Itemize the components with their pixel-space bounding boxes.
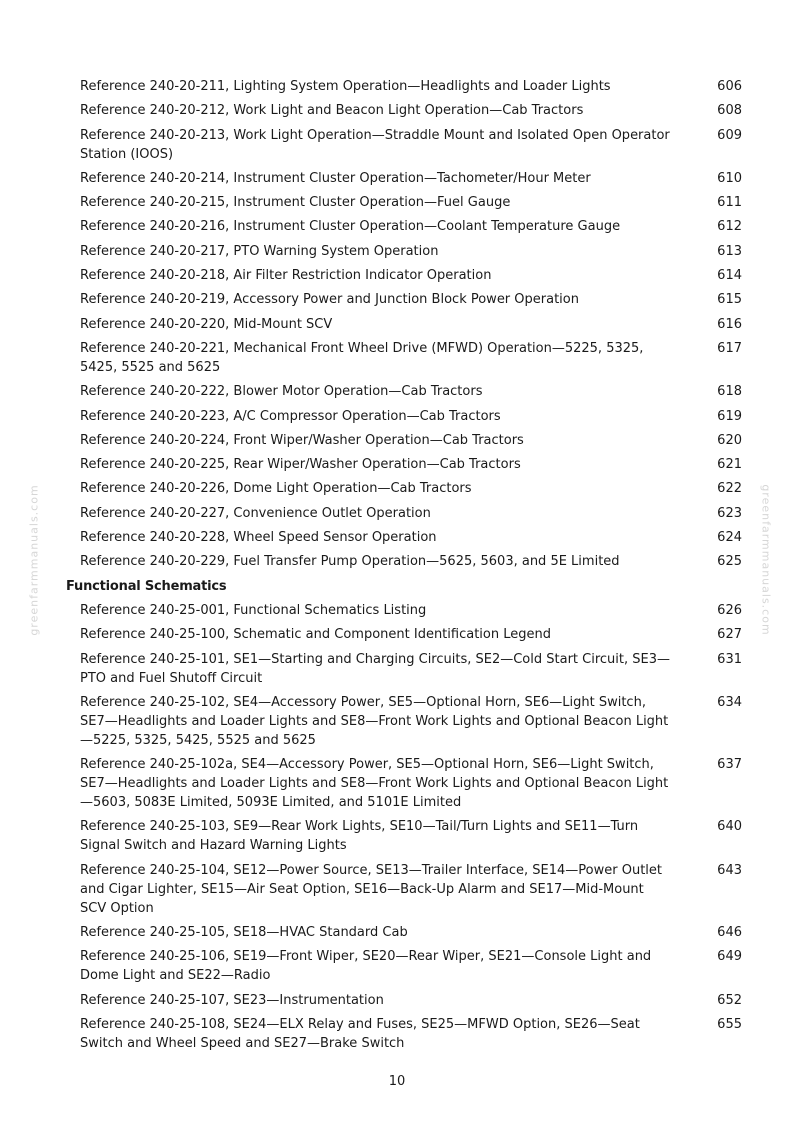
watermark-left: greenfarmmanuals.com [27,484,41,636]
toc-entry-title: Reference 240-25-101, SE1—Starting and Charging Circuits, SE2—Cold Start Circuit, SE3—PTO and Fuel Shutoff Circuit [80,651,670,686]
toc-entry-page: 652 [717,992,742,1008]
toc-entry-title: Reference 240-25-107, SE23—Instrumentation [80,992,384,1008]
toc-entry-title: Reference 240-25-102, SE4—Accessory Power, SE5—Optional Horn, SE6—Light Switch, SE7—Headlights and Loader Lights and SE8—Front Work Lights and Optional Beacon Light —5225, 5325, 5425, 5525 and 5625 [80,694,669,748]
toc-entry-title: Reference 240-20-215, Instrument Cluster Operation—Fuel Gauge [80,195,511,211]
toc-entry[interactable] [66,650,748,688]
toc-entry-title: Reference 240-20-214, Instrument Cluster Operation—Tachometer/Hour Meter [80,170,591,186]
toc-entry-title: Reference 240-20-222, Blower Motor Operation—Cab Tractors [80,384,483,400]
toc-entry[interactable] [66,504,748,523]
toc-entry[interactable] [66,528,748,547]
watermark-right: greenfarmmanuals.com [759,484,773,636]
toc-entry-title: Reference 240-20-212, Work Light and Beacon Light Operation—Cab Tractors [80,103,584,119]
toc-entry-title: Reference 240-25-106, SE19—Front Wiper, SE20—Rear Wiper, SE21—Console Light and Dome Light and SE22—Radio [80,949,652,984]
toc-entry[interactable] [66,193,748,212]
toc-entry-title: Reference 240-20-225, Rear Wiper/Washer Operation—Cab Tractors [80,457,521,473]
section-heading: Functional Schematics [66,578,227,594]
toc-entry-page: 626 [717,602,742,618]
toc-entry[interactable] [66,217,748,236]
toc-entry-page: 611 [717,195,742,211]
toc-entry-page: 616 [717,316,742,332]
toc-entry-page: 609 [717,127,742,143]
toc-entry-title: Reference 240-25-100, Schematic and Component Identification Legend [80,627,551,643]
toc-entry[interactable] [66,455,748,474]
toc-entry-page: 625 [717,554,742,570]
toc-entry-page: 617 [717,340,742,356]
toc-entry-page: 646 [717,925,742,941]
toc-entry-title: Reference 240-20-223, A/C Compressor Operation—Cab Tractors [80,408,501,424]
toc-entry[interactable] [66,266,748,285]
toc-reference-list [66,77,748,571]
toc-entry-page: 624 [717,530,742,546]
toc-schematics-list [66,601,748,1053]
toc-entry-page: 606 [717,79,742,94]
toc-entry[interactable] [66,315,748,334]
toc-entry[interactable] [66,947,748,985]
toc-entry-page: 610 [717,170,742,186]
toc-entry-page: 622 [717,481,742,497]
toc-entry-title: Reference 240-25-102a, SE4—Accessory Power, SE5—Optional Horn, SE6—Light Switch, SE7—Headlights and Loader Lights and SE8—Front Work Lights and Optional Beacon Light —5603, 5083E Limited, 5093E Limited, and 5101E Limited [80,757,669,811]
toc-entry-title: Reference 240-20-227, Convenience Outlet Operation [80,505,431,521]
toc-entry-title: Reference 240-25-108, SE24—ELX Relay and Fuses, SE25—MFWD Option, SE26—Seat Switch and Wheel Speed and SE27—Brake Switch [80,1016,640,1051]
toc-entry[interactable] [66,991,748,1010]
toc-entry[interactable] [66,1015,748,1053]
toc-entry-title: Reference 240-25-103, SE9—Rear Work Lights, SE10—Tail/Turn Lights and SE11—Turn Signal Switch and Hazard Warning Lights [80,819,639,854]
toc-entry[interactable] [66,339,748,377]
toc-entry-title: Reference 240-20-219, Accessory Power and Junction Block Power Operation [80,292,579,308]
toc-entry-page: 612 [717,219,742,235]
toc-entry-title: Reference 240-20-226, Dome Light Operation—Cab Tractors [80,481,472,497]
toc-entry-title: Reference 240-25-104, SE12—Power Source, SE13—Trailer Interface, SE14—Power Outlet and Cigar Lighter, SE15—Air Seat Option, SE16—Back-Up Alarm and SE17—Mid-Mount SCV Option [80,862,663,916]
toc-entry-title: Reference 240-20-211, Lighting System Operation—Headlights and Loader Lights [80,79,611,94]
toc-entry-title: Reference 240-20-229, Fuel Transfer Pump Operation—5625, 5603, and 5E Limited [80,554,620,570]
table-of-contents [66,77,748,1058]
toc-entry-page: 620 [717,432,742,448]
toc-entry-page: 640 [717,819,742,835]
toc-entry-page: 627 [717,627,742,643]
toc-entry-title: Reference 240-20-216, Instrument Cluster Operation—Coolant Temperature Gauge [80,219,621,235]
toc-entry[interactable] [66,77,748,96]
toc-entry[interactable] [66,755,748,812]
toc-entry[interactable] [66,601,748,620]
toc-entry-title: Reference 240-20-217, PTO Warning System Operation [80,243,439,259]
toc-entry-page: 608 [717,103,742,119]
toc-entry-title: Reference 240-20-220, Mid-Mount SCV [80,316,333,332]
toc-entry[interactable] [66,169,748,188]
toc-entry-page: 649 [717,949,742,965]
toc-entry[interactable] [66,126,748,164]
toc-entry-title: Reference 240-25-001, Functional Schematics Listing [80,602,427,618]
toc-entry-page: 623 [717,505,742,521]
toc-entry-title: Reference 240-20-213, Work Light Operation—Straddle Mount and Isolated Open Operator Station (IOOS) [80,127,670,162]
toc-entry[interactable] [66,290,748,309]
toc-entry[interactable] [66,431,748,450]
toc-entry[interactable] [66,923,748,942]
toc-entry[interactable] [66,242,748,261]
toc-entry[interactable] [66,407,748,426]
toc-entry[interactable] [66,382,748,401]
toc-entry-page: 631 [717,651,742,667]
toc-entry-page: 634 [717,694,742,710]
toc-entry[interactable] [66,479,748,498]
toc-entry-page: 643 [717,862,742,878]
toc-entry[interactable] [66,693,748,750]
toc-entry[interactable] [66,817,748,855]
toc-entry-page: 613 [717,243,742,259]
toc-entry-title: Reference 240-25-105, SE18—HVAC Standard Cab [80,925,408,941]
toc-entry[interactable] [66,625,748,644]
toc-entry-page: 621 [717,457,742,473]
toc-entry-page: 615 [717,292,742,308]
toc-entry-page: 614 [717,268,742,284]
toc-entry-title: Reference 240-20-224, Front Wiper/Washer Operation—Cab Tractors [80,432,524,448]
toc-entry[interactable] [66,861,748,918]
toc-entry-page: 655 [717,1016,742,1032]
toc-entry-page: 618 [717,384,742,400]
toc-entry-page: 619 [717,408,742,424]
page-number: 10 [388,1074,406,1089]
toc-entry-title: Reference 240-20-221, Mechanical Front Wheel Drive (MFWD) Operation—5225, 5325, 5425, 5525 and 5625 [80,340,644,375]
toc-entry-title: Reference 240-20-218, Air Filter Restriction Indicator Operation [80,268,492,284]
toc-entry-page: 637 [717,757,742,773]
toc-entry[interactable] [66,552,748,571]
toc-entry[interactable] [66,101,748,120]
toc-entry-title: Reference 240-20-228, Wheel Speed Sensor Operation [80,530,437,546]
